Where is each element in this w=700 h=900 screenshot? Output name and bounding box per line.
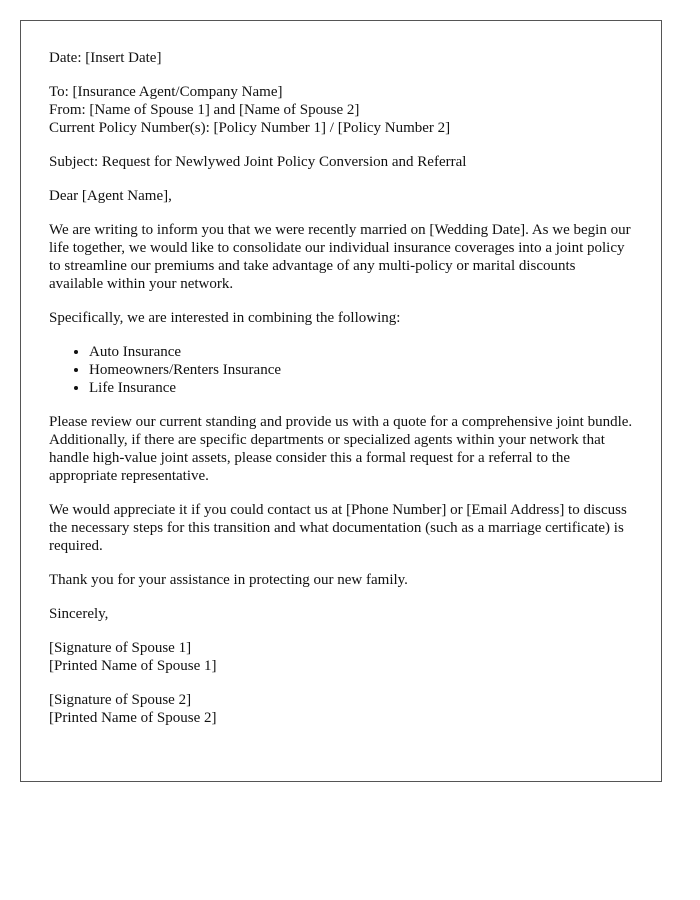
date-block	[49, 49, 633, 67]
thanks-paragraph: Thank you for your assistance in protecting our new family.	[49, 572, 408, 588]
printed-name-spouse-2: [Printed Name of Spouse 2]	[49, 710, 217, 726]
list-item: • Auto Insurance	[89, 343, 633, 361]
header-block	[49, 83, 633, 137]
to-line: To: [Insurance Agent/Company Name]	[49, 84, 283, 100]
intro-paragraph: We are writing to inform you that we were recently married on [Wedding Date]. As we begin our life together, we would like to consolidate our individual insurance coverages into a joint policy to streamline our premiums and take advantage of any multi-policy or marital discounts available within your network.	[49, 222, 631, 292]
coverage-list	[49, 343, 633, 397]
subject-line: Subject: Request for Newlywed Joint Policy Conversion and Referral	[49, 154, 467, 170]
printed-name-spouse-1: [Printed Name of Spouse 1]	[49, 658, 217, 674]
closing: Sincerely,	[49, 606, 109, 622]
signature-spouse-2: [Signature of Spouse 2]	[49, 692, 192, 708]
salutation: Dear [Agent Name],	[49, 188, 172, 204]
policy-number-line: Current Policy Number(s): [Policy Number 1] / [Policy Number 2]	[49, 120, 451, 136]
letter-page	[20, 20, 662, 782]
signature-spouse-1: [Signature of Spouse 1]	[49, 640, 192, 656]
list-item: • Homeowners/Renters Insurance	[89, 361, 633, 379]
signature-block-spouse-2	[49, 691, 633, 727]
from-line: From: [Name of Spouse 1] and [Name of Spouse 2]	[49, 102, 360, 118]
signature-block-spouse-1	[49, 639, 633, 675]
contact-paragraph: We would appreciate it if you could contact us at [Phone Number] or [Email Address] to discuss the necessary steps for this transition and what documentation (such as a marriage certificate) is required.	[49, 502, 627, 554]
request-paragraph: Please review our current standing and provide us with a quote for a comprehensive joint bundle. Additionally, if there are specific departments or specialized agents within your network that handle high-value joint assets, please consider this a formal request for a referral to the appropriate representative.	[49, 414, 633, 484]
interest-paragraph: Specifically, we are interested in combining the following:	[49, 310, 401, 326]
list-item: • Life Insurance	[89, 379, 633, 397]
date-line: Date: [Insert Date]	[49, 50, 162, 66]
